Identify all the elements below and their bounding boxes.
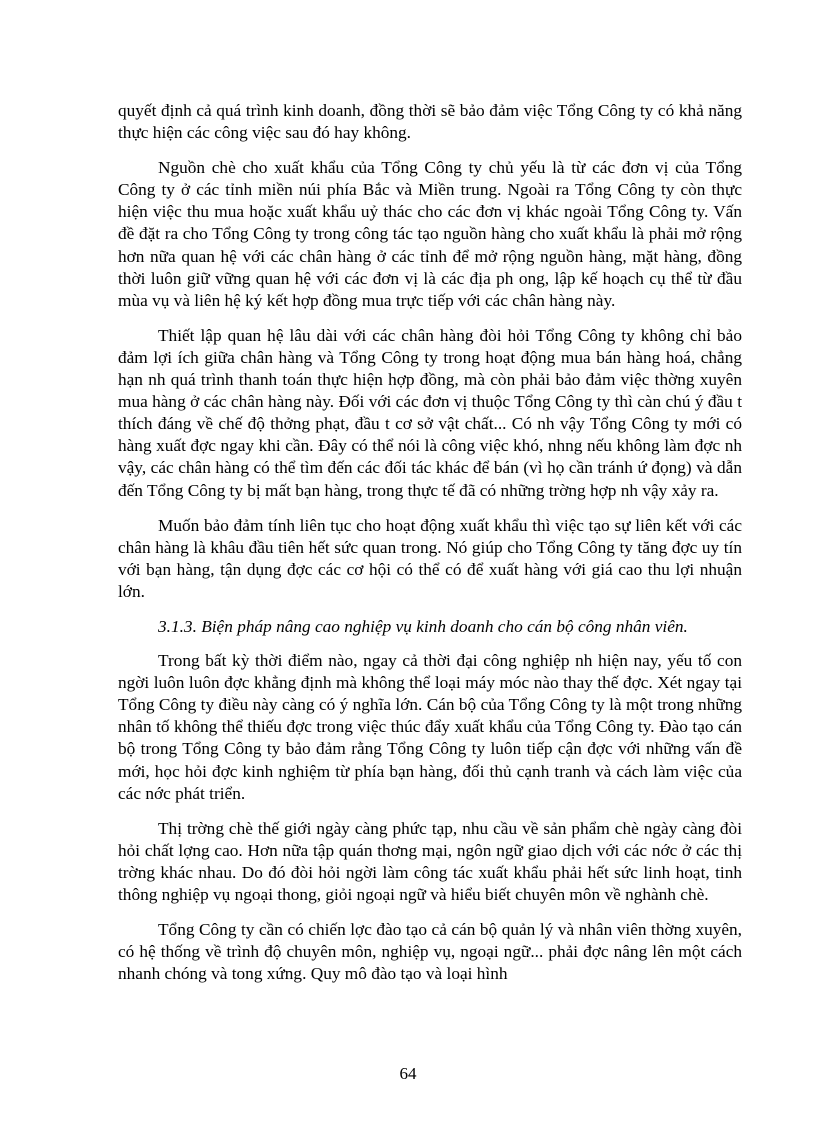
- document-body: [118, 100, 742, 998]
- paragraph-world-market: Thị trờng chè thế giới ngày càng phức tạp, nhu cầu về sản phẩm chè ngày càng đòi hỏi chất lợng cao. Hơn nữa tập quán thơng mại, ngôn ngữ giao dịch với các nớc ở các thị trờng khác nhau. Do đó đòi hỏi ngời làm công tác xuất khẩu phải hết sức linh hoạt, tinh thông nghiệp vụ ngoại thong, giỏi ngoại ngữ và hiểu biết chuyên môn về nghành chè.: [118, 818, 742, 904]
- page-number: 64: [399, 1064, 417, 1083]
- paragraph-training-strategy: Tổng Công ty cần có chiến lợc đào tạo cả cán bộ quản lý và nhân viên thờng xuyên, có hệ thống về trình độ chuyên môn, nghiệp vụ, ngoại ngữ... phải đợc nâng lên một cách nhanh chóng và tong xứng. Quy mô đào tạo và loại hình: [118, 920, 742, 984]
- paragraph-human-factor: Trong bất kỳ thời điểm nào, ngay cả thời đại công nghiệp nh hiện nay, yếu tố con ngời luôn luôn đợc khẳng định mà không thể loại máy móc nào thay thế đợc. Xét ngay tại Tổng Công ty điều này càng có ý nghĩa lớn. Cán bộ của Tổng Công ty là một trong những nhân tố không thể thiếu đợc trong việc thúc đẩy xuất khẩu của Tổng Công ty. Đào tạo cán bộ trong Tổng Công ty bảo đảm rằng Tổng Công ty luôn tiếp cận đợc với những vấn đề mới, học hỏi đợc kinh nghiệm từ phía bạn hàng, đối thủ cạnh tranh và cách làm việc của các nớc phát triển.: [118, 651, 742, 803]
- paragraph-continuation: quyết định cả quá trình kinh doanh, đồng thời sẽ bảo đảm việc Tổng Công ty có khả năng thực hiện các công việc sau đó hay không.: [118, 101, 742, 143]
- paragraph-tea-sources: Nguồn chè cho xuất khẩu của Tổng Công ty chủ yếu là từ các đơn vị của Tổng Công ty ở các tỉnh miền núi phía Bắc và Miền trung. Ngoài ra Tổng Công ty còn thực hiện việc thu mua hoặc xuất khẩu uỷ thác cho các đơn vị khác ngoài Tổng Công ty. Vấn đề đặt ra cho Tổng Công ty trong công tác tạo nguồn hàng cho xuất khẩu là phải mở rộng hơn nữa quan hệ với các chân hàng ở các tỉnh để mở rộng nguồn hàng, mặt hàng, đồng thời luôn giữ vững quan hệ với các đơn vị là các địa ph ong, lập kế hoạch cụ thể từ đầu mùa vụ và liên hệ ký kết hợp đồng mua trực tiếp với các chân hàng này.: [118, 158, 742, 310]
- section-heading: 3.1.3. Biện pháp nâng cao nghiệp vụ kinh doanh cho cán bộ công nhân viên.: [158, 616, 688, 636]
- paragraph-continuity: Muốn bảo đảm tính liên tục cho hoạt động xuất khẩu thì việc tạo sự liên kết với các chân hàng là khâu đầu tiên hết sức quan trong. Nó giúp cho Tổng Công ty tăng đợc uy tín với bạn hàng, tận dụng đợc các cơ hội có thể có để xuất hàng với giá cao thu lợi nhuận lớn.: [118, 515, 742, 601]
- paragraph-long-term-relations: Thiết lập quan hệ lâu dài với các chân hàng đòi hỏi Tổng Công ty không chỉ bảo đảm lợi ích giữa chân hàng và Tổng Công ty trong hoạt động mua bán hàng hoá, chẳng hạn nh quá trình thanh toán thực hiện hợp đồng, mà còn phải bảo đảm việc thờng xuyên mua hàng ở các chân hàng này. Đối với các đơn vị thuộc Tổng Công ty thì càn chú ý đầu t thích đáng về chế độ thởng phạt, đầu t cơ sở vật chất... Có nh vậy Tổng Công ty mới có hàng xuất đợc ngay khi cần. Đây có thể nói là công việc khó, nhng nếu không làm đợc nh vậy, các chân hàng có thể tìm đến các đối tác khác để bán (vì họ cần tránh ứ đọng) và dẫn đến Tổng Công ty bị mất bạn hàng, trong thực tế đã có những trờng hợp nh vậy xảy ra.: [118, 325, 742, 500]
